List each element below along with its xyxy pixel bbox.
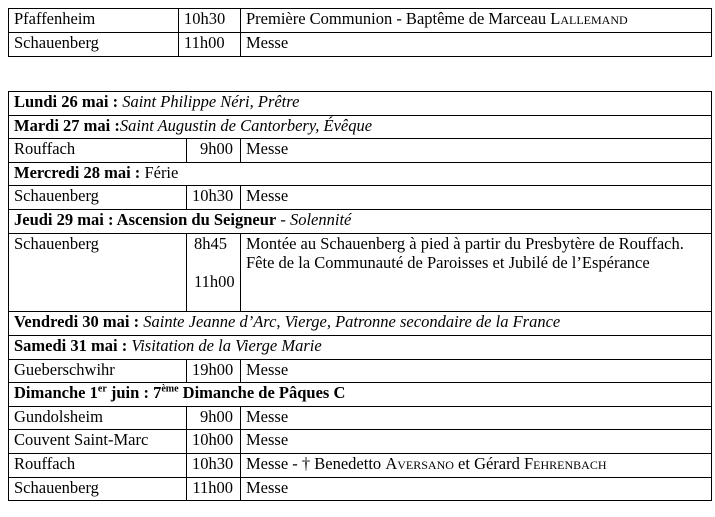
feast-name: Saint Philippe Néri, Prêtre [122,92,300,111]
time-cell: 10h30 [179,9,241,33]
time-cell [187,233,241,312]
event-cell: Messe [241,430,712,454]
table-row [9,406,712,430]
person-name: Fehrenbach [524,454,607,473]
day-header-row [9,383,712,407]
event-cell: Messe [241,359,712,383]
time-cell: 10h30 [187,186,241,210]
day-header-row [9,92,712,116]
table-row [9,33,712,57]
day-header [9,115,712,139]
table-row [9,9,712,33]
day-header [9,162,712,186]
time-cell: 10h30 [187,454,241,478]
day-label: Jeudi 29 mai : Ascension du Seigneur [14,209,277,229]
event-cell: Messe [241,33,712,57]
place-cell: Schauenberg [9,33,179,57]
day-label: Mardi 27 mai : [14,115,120,135]
day-header [9,383,712,407]
day-header [9,336,712,360]
feast-name: Sainte Jeanne d’Arc, Vierge, Patronne secondaire de la France [143,312,561,332]
time-cell: 9h00 [187,139,241,163]
table-row [9,186,712,210]
feast-name: Visitation de la Vierge Marie [131,336,322,356]
event-text: Messe - † Benedetto [246,454,386,473]
table-row [9,477,712,501]
day-label: Dimanche de Pâques C [178,383,346,403]
person-name: Aversano [385,454,454,473]
place-cell: Pfaffenheim [9,9,179,33]
event-cell: Messe [241,186,712,210]
time-cell: 9h00 [187,406,241,430]
time-cell: 11h00 [187,477,241,501]
event-cell [241,233,712,312]
feast-name: Saint Augustin de Cantorbery, Évêque [119,115,373,135]
event-cell [241,9,712,33]
event-text: Première Communion - Baptême de Marceau [246,9,547,28]
event-cell: Messe [241,406,712,430]
table-row [9,454,712,478]
event-cell [241,454,712,478]
place-cell: Schauenberg [9,186,187,210]
day-header-row [9,162,712,186]
time-cell: 19h00 [187,359,241,383]
day-header-row [9,312,712,336]
schedule-table-top [8,8,712,57]
table-row [9,359,712,383]
place-cell: Rouffach [9,139,187,163]
place-cell: Gueberschwihr [9,359,187,383]
day-header [9,312,712,336]
place-cell: Rouffach [9,454,187,478]
day-label: juin : 7 [106,383,162,403]
ordinal-sup: er [97,383,107,395]
day-header [9,92,712,116]
feast-name: Férie [144,162,179,182]
event-text: et Gérard [453,454,524,473]
time-value: 11h00 [194,271,235,291]
time-cell: 10h00 [187,430,241,454]
day-label: Vendredi 30 mai : [14,312,144,332]
event-cell: Messe [241,139,712,163]
event-text: Fête de la Communauté de Paroisses et Jubilé de l’Espérance [246,252,650,272]
day-label: Dimanche 1 [14,383,98,403]
day-header-row [9,115,712,139]
day-header [9,209,712,233]
person-name: Lallemand [550,9,628,28]
place-cell: Schauenberg [9,477,187,501]
day-label: Mercredi 28 mai : [14,162,145,182]
table-row [9,233,712,312]
place-cell: Gundolsheim [9,406,187,430]
time-value: 8h45 [194,233,227,253]
table-row [9,430,712,454]
table-row [9,139,712,163]
day-header-row [9,336,712,360]
day-label: Samedi 31 mai : [14,336,132,356]
feast-name: Solennité [289,209,352,229]
separator: - [276,209,290,229]
time-spacer [194,254,235,273]
time-cell: 11h00 [179,33,241,57]
place-cell: Schauenberg [9,233,187,312]
ordinal-sup: ème [161,383,179,395]
event-text: Montée au Schauenberg à pied à partir du Presbytère de Rouffach. [246,233,684,253]
schedule-table-week [8,91,712,501]
time-spacer [194,291,235,310]
day-label: Lundi 26 mai : [14,92,123,111]
event-cell: Messe [241,477,712,501]
place-cell: Couvent Saint-Marc [9,430,187,454]
day-header-row [9,209,712,233]
